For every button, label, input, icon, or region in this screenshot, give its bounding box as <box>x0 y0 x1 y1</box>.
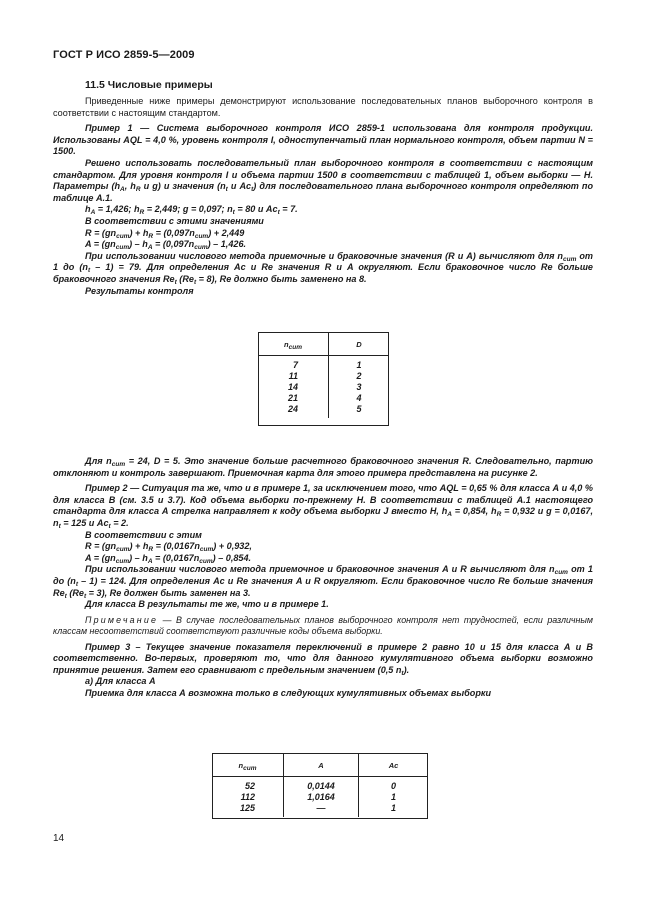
table-row <box>258 371 389 382</box>
table-cell: 24 <box>258 404 329 418</box>
table-row <box>212 792 428 803</box>
table-cell: 52 <box>212 777 284 793</box>
table-row <box>258 404 389 418</box>
example-1-results-label: Результаты контроля <box>85 285 194 296</box>
example-3-lead: Приемка для класса А возможна только в следующих кумулятивных объемах выборки <box>85 687 492 698</box>
example-3-class-a: а) Для класса А <box>85 676 156 687</box>
table-cell: 1 <box>390 792 396 802</box>
example-1-paragraph: Пример 1 — Система выборочного контроля ИСО 2859-1 использована для контроля продукции. Использованы AQL = 4,0 %, уровень контроля I, одноступенчатый план нормального контроля, объем партии N = 1500. <box>53 123 593 157</box>
example-1-method: При использовании числового метода приемочные и браковочные значения (R и A) вычисляют для $n_{cum}$ от 1 до $(n_t - 1) = 79$. Для определения Ac и Re значения R и A округляют. Если браковочное число Re больше браковочного значения $Re_t$ $(Re_t = 8)$, Re должно быть заменено на 8. <box>53 250 593 286</box>
example-3-paragraph: Пример 3 – Текущее значение показателя переключений в примере 2 равно 10 и 15 для класса А и В соответственно. Во-первых, проверяют то, что для данного кумулятивного объема выборки возможно принятие решения. Затем его сравнивают с предельным значением (0,5 $n_t$). <box>53 641 593 677</box>
table-cell: 112 <box>212 792 284 803</box>
note-label: Примечание <box>85 614 159 625</box>
example-2-formula-r: $R = (gn_{cum}) + h_R = (0,0167n_{cum}) + 0,932$, <box>85 541 252 554</box>
table-cell: — <box>284 803 359 817</box>
example-1-params: $h_A = 1,426$; $h_R = 2,449$; g = 0,097; $n_t = 80$ и $Ac_t = 7$. <box>85 204 298 217</box>
example-2-formula-a: $A = (gn_{cum}) - h_A = (0,0167n_{cum}) - 0,854$. <box>85 552 252 565</box>
note-paragraph <box>53 615 593 638</box>
table-cell: 125 <box>212 803 284 817</box>
table-cell: 2 <box>356 371 362 381</box>
table-row <box>258 356 389 372</box>
example-2-class-b: Для класса В результаты те же, что и в примере 1. <box>85 599 329 610</box>
acceptance-table <box>212 754 428 817</box>
table-cell: 7 <box>258 356 329 372</box>
page-number: 14 <box>53 833 65 844</box>
table-row <box>212 777 428 793</box>
table-cell: 21 <box>258 393 329 404</box>
table-row <box>258 393 389 404</box>
example-2-lead: В соответствии с этим <box>85 529 202 540</box>
table-cell: 1 <box>390 803 396 813</box>
example-1-decision: Решено использовать последовательный план выборочного контроля в соответствии с настоящим стандартом. Для уровня контроля I и объема партии 1500 в соответствии с таблицей 1, объем выборки — H. Параметры ($h_A$, $h_R$ и g) и значения ($n_t$ и $Ac_t$) для последовательного плана выборочного контроля определяют по таблице А.1. <box>53 157 594 203</box>
example-1-lead: В соответствии с этими значениями <box>85 215 264 226</box>
acceptance-table-header-a: A <box>284 754 359 777</box>
document-header: ГОСТ Р ИСО 2859-5—2009 <box>53 49 195 61</box>
table-cell: 14 <box>258 382 329 393</box>
table-row <box>212 803 428 817</box>
example-1-formula-a: $A = (gn_{cum}) - h_A = (0,097n_{cum}) - 1,426$. <box>85 239 247 252</box>
example-1-formula-r: $R = (gn_{cum}) + h_R = (0,097n_{cum}) + 2,449$ <box>85 227 245 240</box>
table-cell: 0 <box>390 781 396 791</box>
example-1-conclusion: Для $n_{cum} = 24$, D = 5. Это значение больше расчетного браковочного значения R. Следовательно, партию отклоняют и контроль завершают. Приемочная карта для этого примера представлена на рисунке 2. <box>53 456 593 478</box>
text-block-example-2 <box>53 456 593 700</box>
table-cell: 1,0164 <box>284 792 359 803</box>
table-row <box>258 382 389 393</box>
example-2-paragraph: Пример 2 — Ситуация та же, что и в примере 1, за исключением того, что AQL = 0,65 % для класса А и 4,0 % для класса В (см. 3.5 и 3.7). Код объема выборки по-прежнему Н. В соответствии с таблицей А.1 настоящего стандарта для класса А стрелка направляет к коду объема выборки J вместо Н, $h_A = 0,854$, $h_R = 0,932$ и g = 0,0167, $n_t = 125$ и $Ac_t = 2$. <box>53 483 593 530</box>
results-table-header-d: D <box>329 333 390 356</box>
results-table-header-ncum: $n_{cum}$ <box>258 333 329 356</box>
section-title: 11.5 Числовые примеры <box>85 79 213 91</box>
results-table <box>258 333 389 418</box>
table-cell: 1 <box>356 360 362 370</box>
text-block-example-1 <box>53 96 593 297</box>
table-cell: 3 <box>356 382 362 392</box>
table-cell: 0,0144 <box>284 777 359 793</box>
example-2-method: При использовании числового метода приемочное и браковочное значения A и R вычисляют для $n_{cum}$ от 1 до $(n_t - 1) = 124$. Для определения Ac и Re значения A и R округляют. Если браковочное число Re больше значения $Re_t$ $(Re_t = 3)$, Re должен быть заменен на 3. <box>53 564 593 600</box>
table-cell: 11 <box>258 371 329 382</box>
acceptance-table-header-ac: Ac <box>359 754 429 777</box>
intro-paragraph: Приведенные ниже примеры демонстрируют использование последовательных планов выборочного контроля в соответствии с настоящим стандартом. <box>53 96 593 118</box>
note-text: — В случае последовательных планов выборочного контроля нет трудностей, если различным классам несоответствий соответствуют различные коды объема выборки. <box>53 614 594 637</box>
table-cell: 4 <box>356 393 362 403</box>
table-cell: 5 <box>356 404 362 414</box>
acceptance-table-header-ncum: $n_{cum}$ <box>212 754 284 777</box>
